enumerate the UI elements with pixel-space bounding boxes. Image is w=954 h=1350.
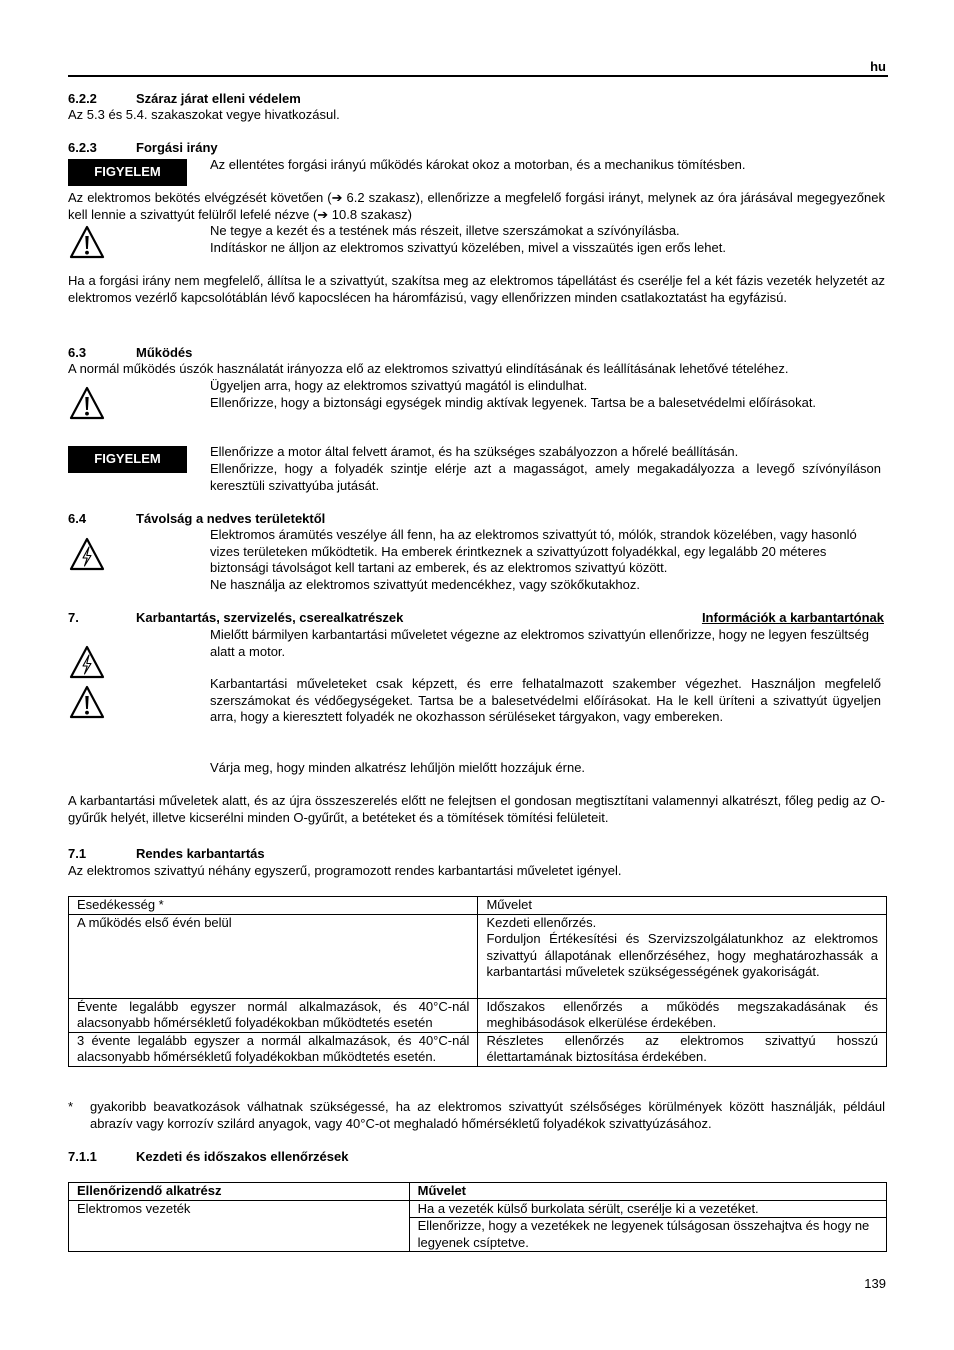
table-cell: Részletes ellenőrzés az elektromos szivattyú hosszú élettartamának biztosítása érdekében. (478, 1032, 887, 1066)
table-header-row (69, 1183, 887, 1201)
caution-text: Ellenőrizze, hogy a biztonsági egységek mindig aktívak legyenek. Tartsa be a balesetvédelmi előírásokat. (210, 395, 817, 410)
section-number: 6.2.2 (68, 91, 97, 106)
page-number: 139 (864, 1276, 886, 1291)
table-cell: Évente legalább egyszer normál alkalmazások, és 40°C-nál alacsonyabb hőmérsékletű folyadékokban működtetés esetén (69, 998, 478, 1032)
section-number: 7. (68, 610, 79, 625)
inspection-table (68, 1182, 887, 1252)
paragraph: Elektromos áramütés veszélye áll fenn, ha az elektromos szivattyút tó, mólók, strandok közelében, vagy hasonló vizes területeken működtetik. Ha emberek érintkeznek a szivattyúzott folyadékkal, egy legalább 20 méteres biztonsági távolságot kell tartani az emberek, és az elektromos szivattyú között. (210, 527, 857, 575)
caution-icon (69, 386, 105, 420)
section-number: 6.2.3 (68, 140, 97, 155)
section-title: Távolság a nedves területektől (136, 511, 326, 526)
table-cell: Időszakos ellenőrzés a működés megszakadásának és meghibásodások elkerülése érdekében. (478, 998, 887, 1032)
table-cell: Ha a vezeték külső burkolata sérült, cserélje ki a vezetéket. (409, 1200, 886, 1218)
table-cell: Elektromos vezeték (69, 1200, 410, 1252)
paragraph: A karbantartási műveletek alatt, és az újra összeszerelés előtt ne felejtsen el gondosan megtisztítani valamennyi alkatrészt, főleg pedig az O-gyűrűk helyét, illetve kicserélni minden O-gyűrűt, a betéteket és a tömítések tömítési felületeit. (68, 793, 885, 825)
warning-badge: FIGYELEM (68, 159, 187, 186)
table-cell: 3 évente legalább egyszer a normál alkalmazások, és 40°C-nál alacsonyabb hőmérsékletű folyadékokban működtetés esetén. (69, 1032, 478, 1066)
caution-text: Indításkor ne álljon az elektromos szivattyú közelében, mivel a visszaütés igen erős lehet. (210, 240, 726, 255)
table-cell: Ellenőrizze, hogy a vezetékek ne legyenek túlságosan összehajtva és hogy ne legyenek csíptetve. (409, 1218, 886, 1252)
language-code: hu (870, 59, 886, 74)
table-header-cell: Esedékesség * (69, 897, 478, 915)
warning-text: Ellenőrizze, hogy a folyadék szintje elérje azt a magasságot, amely megakadályozza a levegő szívónyíláson keresztüli szivattyúba jutását. (210, 461, 881, 493)
section-title: Rendes karbantartás (136, 846, 265, 861)
header-rule (68, 75, 888, 77)
table-header-cell: Művelet (478, 897, 887, 915)
paragraph: Az 5.3 és 5.4. szakaszokat vegye hivatkozásul. (68, 107, 340, 122)
paragraph: A normál működés úszók használatát irányozza elő az elektromos szivattyú elindításának és leállításának lehetővé tételéhez. (68, 361, 789, 376)
table-row (69, 1200, 887, 1218)
table-cell-line: Kezdeti ellenőrzés. (486, 914, 597, 930)
table-cell: A működés első évén belül (69, 914, 478, 998)
warning-badge: FIGYELEM (68, 446, 187, 473)
footnote: gyakoribb beavatkozások válhatnak szükségessé, ha az elektromos szivattyút szélsőséges körülmények között használják, például abrazív vagy korrozív szilárd anyagok, vagy 40°C-ot meghaladó hőmérsékletű folyadékok szivattyúzásához. (90, 1099, 885, 1131)
section-number: 6.3 (68, 345, 87, 360)
paragraph: Ha a forgási irány nem megfelelő, állítsa le a szivattyút, szakítsa meg az elektromos tápellátást és cserélje fel a két fázis vezeték helyzetét az elektromos vezérlő kapcsolótáblán lévő kapocslécen ha háromfázisú, vagy ellenőrizzen minden csatlakoztatást ha egyfázisú. (68, 273, 885, 305)
caution-icon (69, 225, 105, 259)
section-number: 7.1 (68, 846, 87, 861)
electric-hazard-icon (69, 537, 105, 571)
caution-text: Ne tegye a kezét és a testének más részeit, illetve szerszámokat a szívónyílásba. (210, 223, 680, 238)
warning-text: Az ellentétes forgási irányú működés károkat okoz a motorban, és a mechanikus tömítésben. (210, 157, 746, 172)
paragraph: Az elektromos szivattyú néhány egyszerű, programozott rendes karbantartási műveletet igényel. (68, 863, 622, 878)
warning-text: Ellenőrizze a motor által felvett áramot, és ha szükséges szabályozzon a hőrelé beállításán. (210, 444, 739, 459)
audience-note: Információk a karbantartónak (701, 610, 884, 625)
maintenance-schedule-table (68, 896, 887, 1067)
paragraph: Ne használja az elektromos szivattyút medencékhez, vagy szökőkutakhoz. (210, 577, 640, 592)
caution-text: Ügyeljen arra, hogy az elektromos szivattyú magától is elindulhat. (210, 378, 588, 393)
table-header-row (69, 897, 887, 915)
table-row (69, 914, 887, 998)
table-row (69, 998, 887, 1032)
table-cell (478, 914, 887, 998)
section-title: Karbantartás, szervizelés, cserealkatrészek (136, 610, 404, 625)
section-number: 7.1.1 (68, 1149, 97, 1164)
footnote-marker: * (68, 1099, 74, 1114)
table-cell-line: Forduljon Értékesítési és Szervizszolgálatunkhoz az elektromos szivattyú állapotának ellenőrzéséhez, hogy meghatározhassák a karbantartási műveletek szükségességének gyakoriságát. (486, 931, 878, 979)
section-title: Kezdeti és időszakos ellenőrzések (136, 1149, 349, 1164)
paragraph: Mielőtt bármilyen karbantartási műveletet végezne az elektromos szivattyún ellenőrizze, hogy ne legyen feszültség alatt a motor. (210, 627, 870, 659)
caution-icon (69, 685, 105, 719)
table-row (69, 1032, 887, 1066)
table-header-cell: Művelet (409, 1183, 886, 1201)
paragraph: Várja meg, hogy minden alkatrész lehűljön mielőtt hozzájuk érne. (210, 760, 586, 775)
paragraph: Az elektromos bekötés elvégzését követően (➔ 6.2 szakasz), ellenőrizze a megfelelő forgási irányt, melynek az óra járásával megegyezőnek kell lennie a szivattyút felülről lefelé nézve (➔ 10.8 szakasz) (68, 190, 885, 222)
table-header-cell: Ellenőrizendő alkatrész (69, 1183, 410, 1201)
electric-hazard-icon (69, 645, 105, 679)
section-title: Forgási irány (136, 140, 218, 155)
section-title: Száraz járat elleni védelem (136, 91, 301, 106)
section-title: Működés (136, 345, 193, 360)
paragraph: Karbantartási műveleteket csak képzett, és erre felhatalmazott szakember végezhet. Használjon megfelelő szerszámokat és védőegységeket. Tartsa be a balesetvédelmi előírásokat. Ha le kell üríteni a szivattyút ügyeljen arra, hogy a kieresztett folyadék ne okozhasson sérüléseket tárgyakon, vagy embereken. (210, 676, 881, 724)
section-number: 6.4 (68, 511, 87, 526)
